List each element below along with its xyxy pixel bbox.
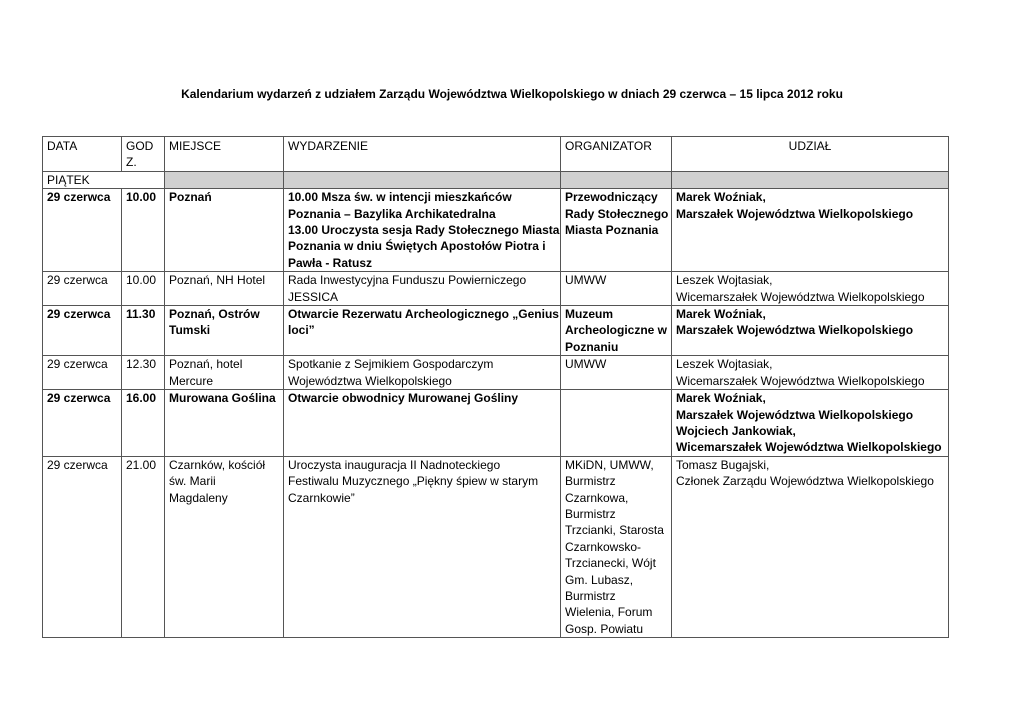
event-cell-line: Rada Inwestycyjna Funduszu Powierniczego (288, 273, 527, 288)
event-cell-line: Pawła - Ratusz (288, 255, 373, 270)
day-row (43, 171, 949, 188)
events-table (42, 136, 949, 638)
event-cell-line: JESSICA (288, 289, 339, 304)
date-cell: 29 czerwca (43, 272, 122, 306)
organizer-cell-line: Archeologiczne w (565, 323, 668, 338)
participants-cell-line: Wicemarszałek Województwa Wielkopolskiego (676, 373, 925, 388)
participants-cell-line: Wojciech Jankowiak, (676, 423, 796, 438)
event-cell-line: 13.00 Uroczysta sesja Rady Stołecznego Miasta (288, 223, 560, 238)
time-cell: 21.00 (122, 456, 165, 637)
organizer-cell-line: Poznaniu (565, 339, 619, 354)
day-label: PIĄTEK (43, 171, 165, 188)
date-cell: 29 czerwca (43, 356, 122, 390)
organizer-cell-line: Czarnkowsko- (565, 539, 642, 554)
header-place: MIEJSCE (165, 137, 284, 172)
organizer-cell (561, 306, 672, 356)
header-event: WYDARZENIE (284, 137, 561, 172)
place-cell-line: Murowana Goślina (169, 391, 276, 406)
time-cell: 10.00 (122, 189, 165, 272)
event-cell-line: 10.00 Msza św. w intencji mieszkańców (288, 190, 512, 205)
event-cell (284, 189, 561, 272)
participants-cell-line: Marek Woźniak, (676, 391, 766, 406)
place-cell-line: Czarnków, kościół (169, 457, 266, 472)
participants-cell-line: Wicemarszałek Województwa Wielkopolskiego (676, 289, 925, 304)
organizer-cell-line: Burmistrz (565, 588, 616, 603)
day-cell (672, 171, 949, 188)
day-cell (561, 171, 672, 188)
place-cell (165, 306, 284, 356)
event-cell-line: Spotkanie z Sejmikiem Gospodarczym (288, 357, 494, 372)
participants-cell (672, 306, 949, 356)
table-row (43, 390, 949, 457)
organizer-cell-line: Gosp. Powiatu (565, 621, 644, 636)
table-row (43, 272, 949, 306)
place-cell-line: św. Marii (169, 474, 216, 489)
participants-cell (672, 272, 949, 306)
place-cell (165, 456, 284, 637)
time-cell: 11.30 (122, 306, 165, 356)
organizer-cell (561, 189, 672, 272)
document-title: Kalendarium wydarzeń z udziałem Zarządu Województwa Wielkopolskiego w dniach 29 czerwca – 15 lipca 2012 roku (181, 87, 843, 101)
participants-cell-line: Wicemarszałek Województwa Wielkopolskiego (676, 440, 942, 455)
participants-cell-line: Leszek Wojtasiak, (676, 273, 773, 288)
place-cell-line: Poznań (169, 190, 212, 205)
organizer-cell-line: Trzcianecki, Wójt (565, 556, 656, 571)
date-cell: 29 czerwca (43, 390, 122, 457)
participants-cell-line: Marszałek Województwa Wielkopolskiego (676, 206, 914, 221)
event-cell-line: loci” (288, 323, 315, 338)
date-cell: 29 czerwca (43, 306, 122, 356)
time-cell: 12.30 (122, 356, 165, 390)
date-cell: 29 czerwca (43, 456, 122, 637)
time-cell: 10.00 (122, 272, 165, 306)
event-cell-line: Otwarcie obwodnicy Murowanej Gośliny (288, 391, 519, 406)
organizer-cell-line: Burmistrz (565, 506, 616, 521)
participants-cell-line: Marek Woźniak, (676, 307, 766, 322)
participants-cell-line: Marek Woźniak, (676, 190, 766, 205)
organizer-cell-line: Burmistrz (565, 474, 616, 489)
event-cell-line: Czarnkowie” (288, 490, 355, 505)
place-cell-line: Poznań, hotel (169, 357, 243, 372)
place-cell (165, 390, 284, 457)
header-participants: UDZIAŁ (672, 137, 949, 172)
participants-cell (672, 390, 949, 457)
day-cell (165, 171, 284, 188)
organizer-cell-line: UMWW (565, 273, 607, 288)
table-header-row (43, 137, 949, 172)
organizer-cell (561, 272, 672, 306)
place-cell (165, 356, 284, 390)
event-cell (284, 356, 561, 390)
table-row (43, 189, 949, 272)
participants-cell-line: Członek Zarządu Województwa Wielkopolskiego (676, 474, 934, 489)
participants-cell (672, 456, 949, 637)
event-cell-line: Otwarcie Rezerwatu Archeologicznego „Genius (288, 307, 559, 322)
participants-cell-line: Leszek Wojtasiak, (676, 357, 773, 372)
place-cell-line: Tumski (169, 323, 211, 338)
organizer-cell-line: MKiDN, UMWW, (565, 457, 654, 472)
organizer-cell (561, 390, 672, 457)
organizer-cell (561, 356, 672, 390)
organizer-cell-line: Muzeum (565, 307, 613, 322)
event-cell (284, 272, 561, 306)
participants-cell-line: Marszałek Województwa Wielkopolskiego (676, 323, 914, 338)
organizer-cell-line: Rady Stołecznego (565, 206, 669, 221)
table-row (43, 306, 949, 356)
event-cell (284, 456, 561, 637)
header-organizer: ORGANIZATOR (561, 137, 672, 172)
organizer-cell-line: Trzcianki, Starosta (565, 523, 664, 538)
time-cell: 16.00 (122, 390, 165, 457)
event-cell (284, 306, 561, 356)
participants-cell-line: Marszałek Województwa Wielkopolskiego (676, 407, 914, 422)
participants-cell (672, 356, 949, 390)
date-cell: 29 czerwca (43, 189, 122, 272)
event-cell-line: Festiwalu Muzycznego „Piękny śpiew w starym (288, 474, 539, 489)
organizer-cell-line: UMWW (565, 357, 607, 372)
participants-cell-line: Tomasz Bugajski, (676, 457, 770, 472)
organizer-cell-line: Gm. Lubasz, (565, 572, 634, 587)
event-cell-line: Poznania w dniu Świętych Apostołów Piotra i (288, 239, 546, 254)
header-date: DATA (43, 137, 122, 172)
organizer-cell-line: Wielenia, Forum (565, 605, 653, 620)
event-cell-line: Województwa Wielkopolskiego (288, 373, 452, 388)
place-cell (165, 189, 284, 272)
place-cell-line: Magdaleny (169, 490, 228, 505)
participants-cell (672, 189, 949, 272)
place-cell-line: Poznań, Ostrów (169, 307, 260, 322)
organizer-cell-line: Przewodniczący (565, 190, 658, 205)
organizer-cell-line: Czarnkowa, (565, 490, 629, 505)
day-cell (284, 171, 561, 188)
table-row (43, 456, 949, 637)
organizer-cell-line: Miasta Poznania (565, 223, 659, 238)
event-cell-line: Poznania – Bazylika Archikatedralna (288, 206, 496, 221)
place-cell (165, 272, 284, 306)
event-cell (284, 390, 561, 457)
header-time: GODZ. (122, 137, 165, 172)
place-cell-line: Mercure (169, 373, 214, 388)
place-cell-line: Poznań, NH Hotel (169, 273, 266, 288)
event-cell-line: Uroczysta inauguracja II Nadnoteckiego (288, 457, 501, 472)
table-row (43, 356, 949, 390)
organizer-cell (561, 456, 672, 637)
